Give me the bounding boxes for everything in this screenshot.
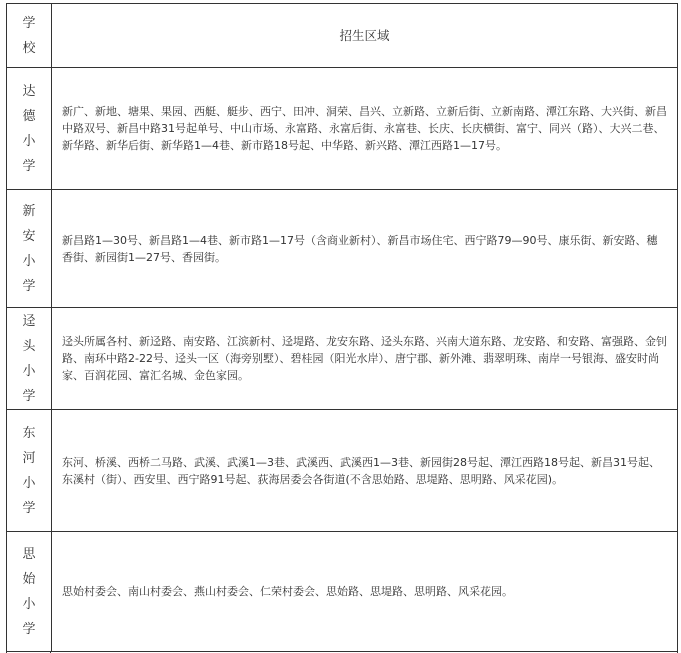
table-row [7,410,678,532]
school-name-char: 新 [22,203,36,219]
table-row [7,308,678,410]
enrollment-zone-table [6,3,678,652]
school-name-char: 学 [22,158,36,174]
school-name [7,308,52,410]
enrollment-area: 新昌路1—30号、新昌路1—4巷、新市路1—17号（含商业新村）、新昌市场住宅、西宁路79—90号、康乐街、新安路、穗香街、新园街1—27号、香园街。 [52,190,678,308]
area-column-header: 招生区域 [52,4,678,68]
school-name-char: 学 [22,500,36,516]
enrollment-area: 东河、桥溪、西桥二马路、武溪、武溪1—3巷、武溪西、武溪西1—3巷、新园街28号起、潭江西路18号起、新昌31号起、东溪村（街）、西安里、西宁路91号起、荻海居委会各街道(不含思始路、思堤路、思明路、风采花园)。 [52,410,678,532]
school-column-header [7,4,52,68]
school-header-char: 校 [22,40,36,56]
enrollment-area: 新广、新地、塘果、果园、西艇、艇步、西宁、田冲、洞荣、昌兴、立新路、立新后街、立新南路、潭江东路、大兴街、新昌中路双号、新昌中路31号起单号、中山市场、永富路、永富后街、永富巷、长庆、长庆横街、富宁、同兴（路）、大兴二巷、新华路、新华后街、新华路1—4巷、新市路18号起、中华路、新兴路、潭江西路1—17号。 [52,68,678,190]
school-name-char: 学 [22,621,36,637]
table-row [7,68,678,190]
table-header-row [7,4,678,68]
school-name [7,190,52,308]
school-name-char: 德 [22,108,36,124]
school-name-char: 东 [22,425,36,441]
table-row [7,190,678,308]
school-name-char: 小 [22,475,36,491]
school-name-char: 达 [22,83,36,99]
school-name-char: 头 [22,338,36,354]
school-name-char: 小 [22,596,36,612]
enrollment-area: 迳头所属各村、新迳路、南安路、江滨新村、迳堤路、龙安东路、迳头东路、兴南大道东路、龙安路、和安路、富强路、金钊路、南环中路2-22号、迳头一区（海旁别墅）、碧桂园（阳光水岸）、唐宁郡、新外滩、翡翠明珠、南岸一号银海、盛安时尚家、百润花园、富汇名城、金色家园。 [52,308,678,410]
table-row [7,532,678,652]
school-name-char: 始 [22,571,36,587]
school-name-char: 小 [22,253,36,269]
school-name-char: 迳 [22,313,36,329]
school-name-char: 小 [22,363,36,379]
school-name [7,68,52,190]
school-name-char: 小 [22,133,36,149]
school-name-char: 学 [22,278,36,294]
school-name-char: 思 [22,546,36,562]
school-name [7,410,52,532]
school-name-char: 学 [22,388,36,404]
school-name-char: 河 [22,450,36,466]
school-name-char: 安 [22,228,36,244]
enrollment-area: 思始村委会、南山村委会、燕山村委会、仁荣村委会、思始路、思堤路、思明路、风采花园。 [52,532,678,652]
school-header-char: 学 [22,15,36,31]
school-name [7,532,52,652]
